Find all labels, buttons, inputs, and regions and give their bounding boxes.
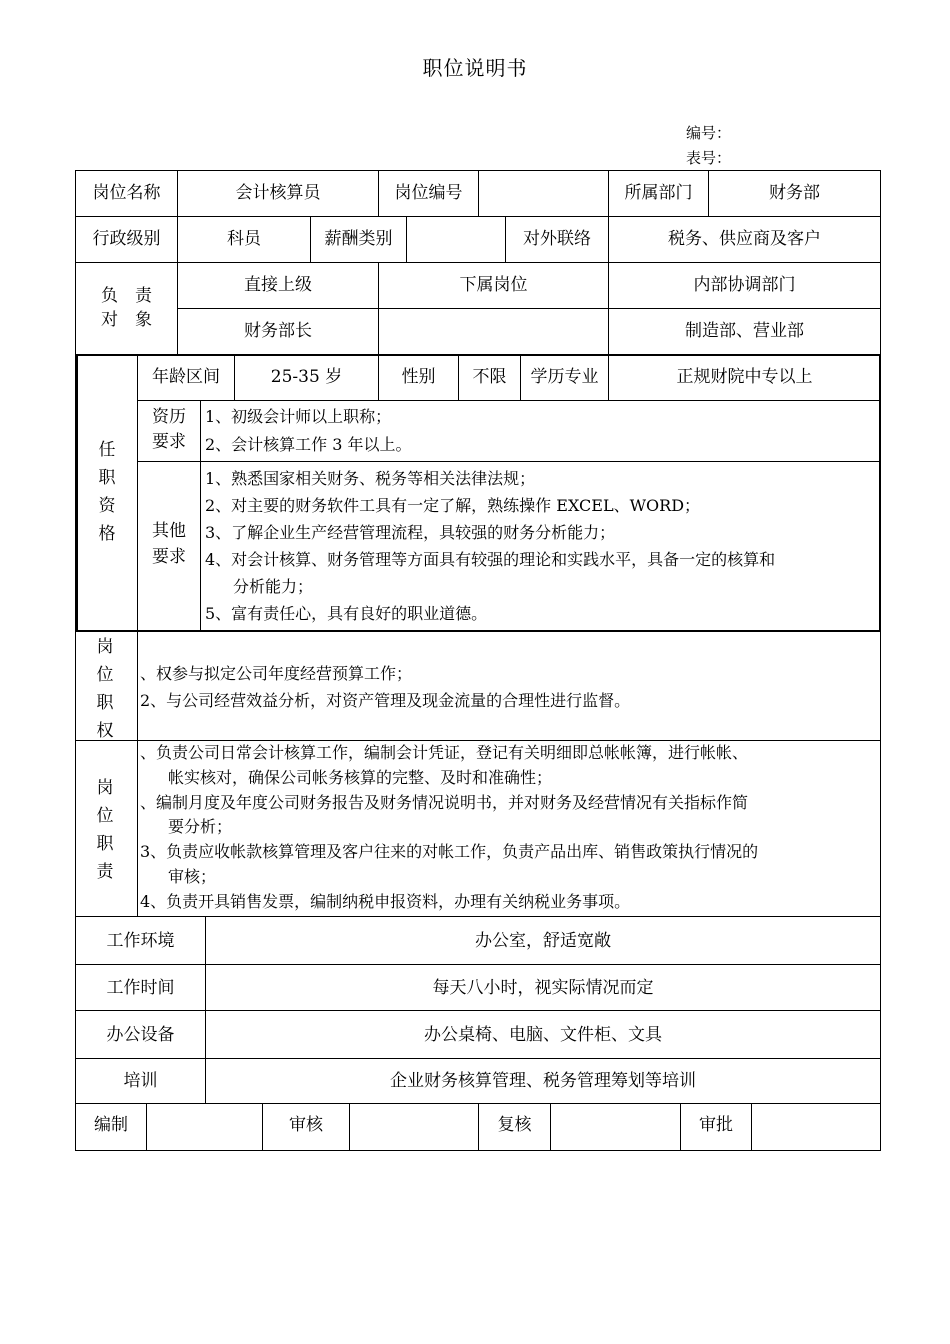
list-item: 3、了解企业生产经营管理流程，具较强的财务分析能力； <box>205 523 616 542</box>
authority-list <box>140 660 630 714</box>
coordination-value: 制造部、营业部 <box>685 321 804 341</box>
list-item: 分析能力； <box>233 577 314 596</box>
superior-value: 财务部长 <box>244 321 312 341</box>
duties-label: 岗 位 职 责 <box>96 778 114 882</box>
subordinate-label: 下属岗位 <box>459 275 528 295</box>
responsibility-label-line2: 对 象 <box>101 310 152 330</box>
list-item: 帐实核对，确保公司帐务核算的完整、及时和准确性； <box>168 767 553 787</box>
training-value: 企业财务核算管理、税务管理筹划等培训 <box>390 1071 696 1091</box>
list-item: 4、负责开具销售发票，编制纳税申报资料，办理有关纳税业务事项。 <box>140 891 631 911</box>
list-item: 审核； <box>168 866 217 886</box>
list-item: 5、富有责任心，具有良好的职业道德。 <box>205 604 488 623</box>
list-item: 、权参与拟定公司年度经营预算工作； <box>140 664 413 683</box>
list-item: 、负责公司日常会计核算工作，编制会计凭证，登记有关明细即总帐帐簿，进行帐帐、 <box>140 743 749 762</box>
other-label-2: 要求 <box>152 547 186 567</box>
training-label: 培训 <box>123 1071 158 1091</box>
position-code-label: 岗位编号 <box>394 183 463 203</box>
code-label: 编号： <box>686 124 732 142</box>
duties-list <box>140 741 758 915</box>
gender-label: 性别 <box>401 367 436 387</box>
external-value: 税务、供应商及客户 <box>668 229 821 249</box>
list-item: 1、熟悉国家相关财务、税务等相关法律法规； <box>205 469 536 488</box>
prepared-label: 编制 <box>94 1115 128 1135</box>
office-equipment-label: 办公设备 <box>106 1025 175 1045</box>
other-label-1: 其他 <box>152 521 186 541</box>
position-name-value: 会计核算员 <box>235 183 321 203</box>
list-item: 2、与公司经营效益分析，对资产管理及现金流量的合理性进行监督。 <box>140 691 631 710</box>
department-label: 所属部门 <box>624 183 693 203</box>
list-item: 2、对主要的财务软件工具有一定了解，熟练操作 EXCEL、WORD； <box>205 496 701 515</box>
education-value: 正规财院中专以上 <box>676 367 813 387</box>
age-value: 25-35 岁 <box>270 367 343 387</box>
experience-label-1: 资历 <box>152 407 186 427</box>
admin-level-value: 科员 <box>227 229 261 249</box>
work-environment-value: 办公室，舒适宽敞 <box>475 931 611 951</box>
superior-label: 直接上级 <box>244 275 312 295</box>
office-equipment-value: 办公桌椅、电脑、文件柜、文具 <box>424 1025 662 1045</box>
rechecked-label: 复核 <box>497 1115 532 1135</box>
list-item: 、编制月度及年度公司财务报告及财务情况说明书，并对财务及经营情况有关指标作简 <box>140 792 749 812</box>
qualification-label: 任 职 资 格 <box>98 440 116 544</box>
age-label: 年龄区间 <box>152 367 220 387</box>
work-hours-label: 工作时间 <box>106 978 175 998</box>
experience-label-2: 要求 <box>152 432 186 452</box>
form-label: 表号： <box>686 149 732 167</box>
education-label: 学历专业 <box>530 367 599 387</box>
other-requirements-list <box>205 465 775 627</box>
reviewed-label: 审核 <box>289 1115 323 1135</box>
list-item: 1、初级会计师以上职称； <box>205 407 392 426</box>
salary-label: 薪酬类别 <box>324 229 393 249</box>
list-item: 4、对会计核算、财务管理等方面具有较强的理论和实践水平，具备一定的核算和 <box>205 550 776 569</box>
department-value: 财务部 <box>769 183 820 203</box>
list-item: 2、会计核算工作 3 年以上。 <box>205 435 412 454</box>
coordination-label: 内部协调部门 <box>693 275 796 295</box>
gender-value: 不限 <box>472 367 507 387</box>
page-title: 职位说明书 <box>422 56 528 80</box>
external-label: 对外联络 <box>523 229 591 249</box>
list-item: 要分析； <box>168 817 233 837</box>
admin-level-label: 行政级别 <box>92 229 161 249</box>
list-item: 3、负责应收帐款核算管理及客户往来的对帐工作，负责产品出库、销售政策执行情况的 <box>140 842 759 862</box>
authority-label: 岗 位 职 权 <box>96 637 114 741</box>
responsibility-label-line1: 负 责 <box>101 286 152 306</box>
work-hours-value: 每天八小时，视实际情况而定 <box>432 978 654 998</box>
approved-label: 审批 <box>699 1115 733 1135</box>
experience-list <box>205 405 412 457</box>
position-name-label: 岗位名称 <box>92 183 161 203</box>
work-environment-label: 工作环境 <box>106 931 175 951</box>
